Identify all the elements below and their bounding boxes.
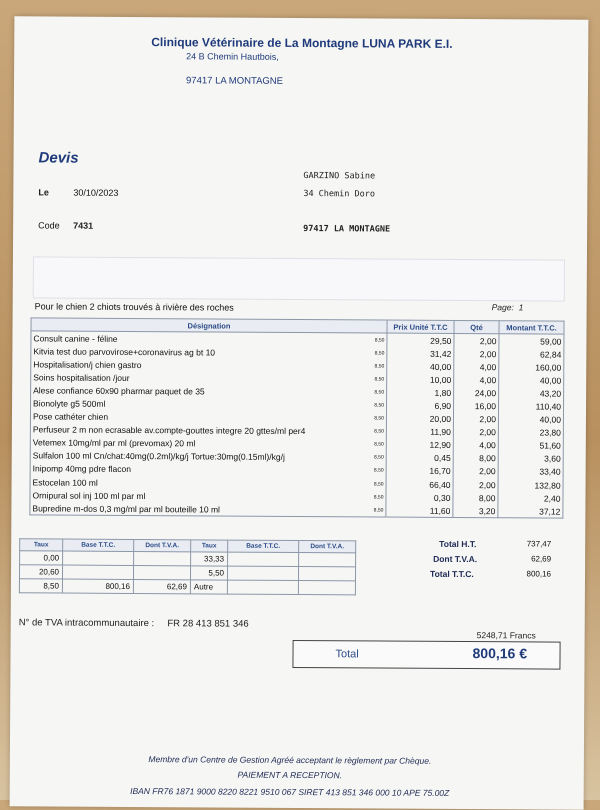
- line-amount: 3,60: [498, 452, 563, 465]
- total-francs: 5248,71 Francs: [476, 630, 536, 641]
- quote-object: Pour le chien 2 chiots trouvés à rivière des roches: [34, 301, 234, 313]
- line-tva: 8,50: [373, 494, 384, 501]
- tax-col-rate2: Taux: [191, 540, 228, 552]
- line-amount: 33,40: [498, 465, 563, 478]
- total-tva-value: 62,69: [531, 554, 552, 564]
- line-amount: 23,80: [498, 426, 563, 439]
- line-qty: 2,00: [453, 478, 498, 491]
- clinic-address-line1: 24 B Chemin Hautbois,: [186, 51, 279, 62]
- col-qty: Qté: [454, 320, 499, 333]
- line-designation: Consult canine - féline: [31, 331, 363, 347]
- tax-dont: [134, 551, 191, 565]
- clinic-name: Clinique Vétérinaire de La Montagne LUNA PARK E.I.: [151, 35, 453, 51]
- line-qty: 2,00: [454, 347, 499, 360]
- line-designation: Bupredine m-dos 0,3 mg/ml par ml bouteille 10 ml: [30, 502, 362, 518]
- line-unit-price: 1,80: [387, 386, 454, 400]
- code-value: 7431: [73, 220, 94, 231]
- line-amount: 43,20: [499, 387, 564, 400]
- tax-col-base2: Base T.T.C.: [228, 540, 299, 552]
- tax-col-dont: Dont T.V.A.: [134, 539, 191, 551]
- tax-rate2: 33,33: [191, 552, 228, 566]
- line-amount: 37,12: [498, 504, 563, 518]
- line-designation: Estocelan 100 ml: [30, 475, 362, 490]
- line-tva: 8,50: [374, 376, 385, 383]
- client-name: GARZINO Sabine: [303, 171, 376, 182]
- line-amount: 51,60: [498, 439, 563, 452]
- line-unit-price: 66,40: [386, 478, 453, 492]
- line-amount: 40,00: [498, 413, 563, 426]
- tax-dont2: [299, 553, 356, 567]
- line-tva: 8,50: [374, 428, 384, 435]
- line-qty: 24,00: [454, 386, 499, 399]
- vat-intra-line: [19, 617, 249, 629]
- line-designation: Kitvia test duo parvovirose+coronavirus ag bt 10: [31, 344, 363, 359]
- line-tva: 8,50: [374, 337, 385, 344]
- tax-col-dont2: Dont T.V.A.: [299, 541, 356, 553]
- line-tva: 8,50: [373, 454, 384, 461]
- col-unit-price: Prix Unité T.T.C: [387, 320, 454, 333]
- tax-base: [62, 565, 133, 579]
- page-label: Page:: [491, 302, 514, 313]
- date-label: Le: [38, 187, 49, 198]
- line-unit-price: 6,90: [387, 399, 454, 413]
- tax-base: 800,16: [62, 579, 133, 593]
- line-tva: 8,50: [373, 467, 384, 475]
- total-ttc-label: Total T.T.C.: [429, 568, 474, 580]
- tax-base: [63, 551, 134, 565]
- line-qty: 4,00: [454, 373, 499, 386]
- tax-col-rate: Taux: [20, 539, 63, 551]
- line-amount: 62,84: [499, 347, 564, 360]
- line-unit-price: 20,00: [386, 412, 453, 426]
- line-amount: 132,80: [498, 478, 563, 491]
- line-designation: Perfuseur 2 m non ecrasable av.compte-gouttes integre 20 gttes/ml per4: [30, 423, 362, 438]
- line-tva: 8,50: [374, 415, 384, 422]
- line-qty: 16,00: [454, 399, 499, 412]
- client-city: 97417 LA MONTAGNE: [303, 224, 391, 235]
- total-ht-label: Total H.T.: [439, 538, 477, 550]
- line-amount: 40,00: [499, 374, 564, 387]
- line-designation: Ornipural sol inj 100 ml par ml: [30, 488, 362, 503]
- quote-document: [10, 16, 589, 809]
- tax-rate: 8,50: [19, 579, 62, 593]
- tax-col-base: Base T.T.C.: [63, 539, 134, 551]
- line-unit-price: 40,00: [387, 360, 454, 374]
- line-designation: Inipomp 40mg pdre flacon: [30, 462, 362, 477]
- line-designation: Sulfalon 100 ml Cn/chat:40mg(0.2ml)/kg/j Tortue:30mg(0.15ml)/kg/j: [30, 449, 362, 464]
- tax-rate2: Autre: [190, 580, 227, 594]
- tax-rate: 0,00: [20, 551, 63, 565]
- line-tva: 8,50: [361, 504, 386, 518]
- tax-breakdown-table: [19, 538, 356, 595]
- line-unit-price: 11,90: [386, 425, 453, 439]
- tax-row: [19, 579, 355, 595]
- line-qty: 2,00: [453, 413, 498, 426]
- client-address: 34 Chemin Doro: [303, 189, 376, 200]
- line-unit-price: 0,45: [386, 451, 453, 465]
- line-designation: Alese confiance 60x90 pharmar paquet de 35: [31, 384, 363, 399]
- tax-base2: [227, 580, 298, 594]
- line-tva: 8,50: [374, 402, 385, 409]
- line-tva: 8,50: [374, 350, 385, 357]
- line-amount: 2,40: [498, 491, 563, 504]
- line-qty: 4,00: [454, 360, 499, 373]
- line-qty: 4,00: [453, 439, 498, 452]
- line-qty: 2,00: [454, 333, 499, 347]
- line-designation: Bionolyte g5 500ml: [31, 397, 363, 412]
- footer-line2: PAIEMENT A RECEPTION.: [237, 769, 343, 781]
- line-unit-price: 11,60: [386, 504, 453, 518]
- tax-dont: [133, 565, 190, 579]
- footer-line1: Membre d'un Centre de Gestion Agréé acceptant le règlement par Chèque.: [148, 754, 432, 766]
- page-indicator: [492, 302, 524, 312]
- line-designation: Hospitalisation/j chien gastro: [31, 358, 363, 373]
- tax-rate: 20,60: [19, 565, 62, 579]
- footer-line3: IBAN FR76 1871 9000 8220 8221 9510 067 SIRET 413 851 346 000 10 APE 75.00Z: [130, 785, 450, 798]
- blank-notes-box: [33, 256, 565, 301]
- line-tva: 8,50: [374, 441, 384, 448]
- tax-base2: [228, 552, 299, 566]
- total-ht-value: 737,47: [526, 539, 552, 549]
- line-unit-price: 10,00: [387, 373, 454, 387]
- tax-dont2: [298, 567, 355, 581]
- line-qty: 3,20: [453, 504, 498, 518]
- line-designation: Vetemex 10mg/ml par ml (prevomax) 20 ml: [30, 436, 362, 451]
- clinic-address-line2: 97417 LA MONTAGNE: [185, 75, 284, 87]
- col-designation: Désignation: [31, 318, 387, 333]
- col-amount: Montant T.T.C.: [499, 321, 564, 334]
- page-number: 1: [518, 302, 524, 313]
- tax-dont2: [298, 580, 355, 594]
- line-qty: 8,00: [453, 452, 498, 465]
- line-items-table: [29, 317, 564, 519]
- line-tva: 8,50: [373, 481, 384, 488]
- grand-total-label: Total: [335, 648, 359, 661]
- line-qty: 8,00: [453, 491, 498, 504]
- line-tva: 8,50: [374, 389, 385, 396]
- line-qty: 2,00: [453, 465, 498, 478]
- tax-base2: [227, 566, 298, 580]
- line-amount: 160,00: [499, 360, 564, 373]
- line-unit-price: 16,70: [386, 464, 453, 478]
- line-unit-price: 31,42: [387, 347, 454, 361]
- total-tva-label: Dont T.V.A.: [433, 553, 478, 565]
- date-value: 30/10/2023: [73, 187, 119, 198]
- line-qty: 2,00: [453, 426, 498, 439]
- tax-rate2: 5,50: [190, 566, 227, 580]
- line-unit-price: 29,50: [387, 333, 454, 347]
- tax-dont: 62,69: [133, 579, 190, 593]
- grand-total-value: 800,16 €: [472, 645, 528, 662]
- vat-intra-label: N° de TVA intracommunautaire :: [18, 617, 155, 630]
- table-row: [30, 502, 563, 519]
- line-amount: 59,00: [499, 334, 564, 348]
- line-unit-price: 0,30: [386, 491, 453, 505]
- total-ttc-value: 800,16: [526, 569, 552, 579]
- line-designation: Pose cathéter chien: [30, 410, 362, 425]
- code-label: Code: [38, 220, 60, 231]
- document-title: Devis: [38, 149, 79, 167]
- vat-intra-value: FR 28 413 851 346: [167, 618, 249, 630]
- line-tva: 8,50: [374, 363, 385, 370]
- line-designation: Soins hospitalisation /jour: [31, 371, 363, 386]
- line-unit-price: 12,90: [386, 438, 453, 452]
- line-amount: 110,40: [499, 400, 564, 413]
